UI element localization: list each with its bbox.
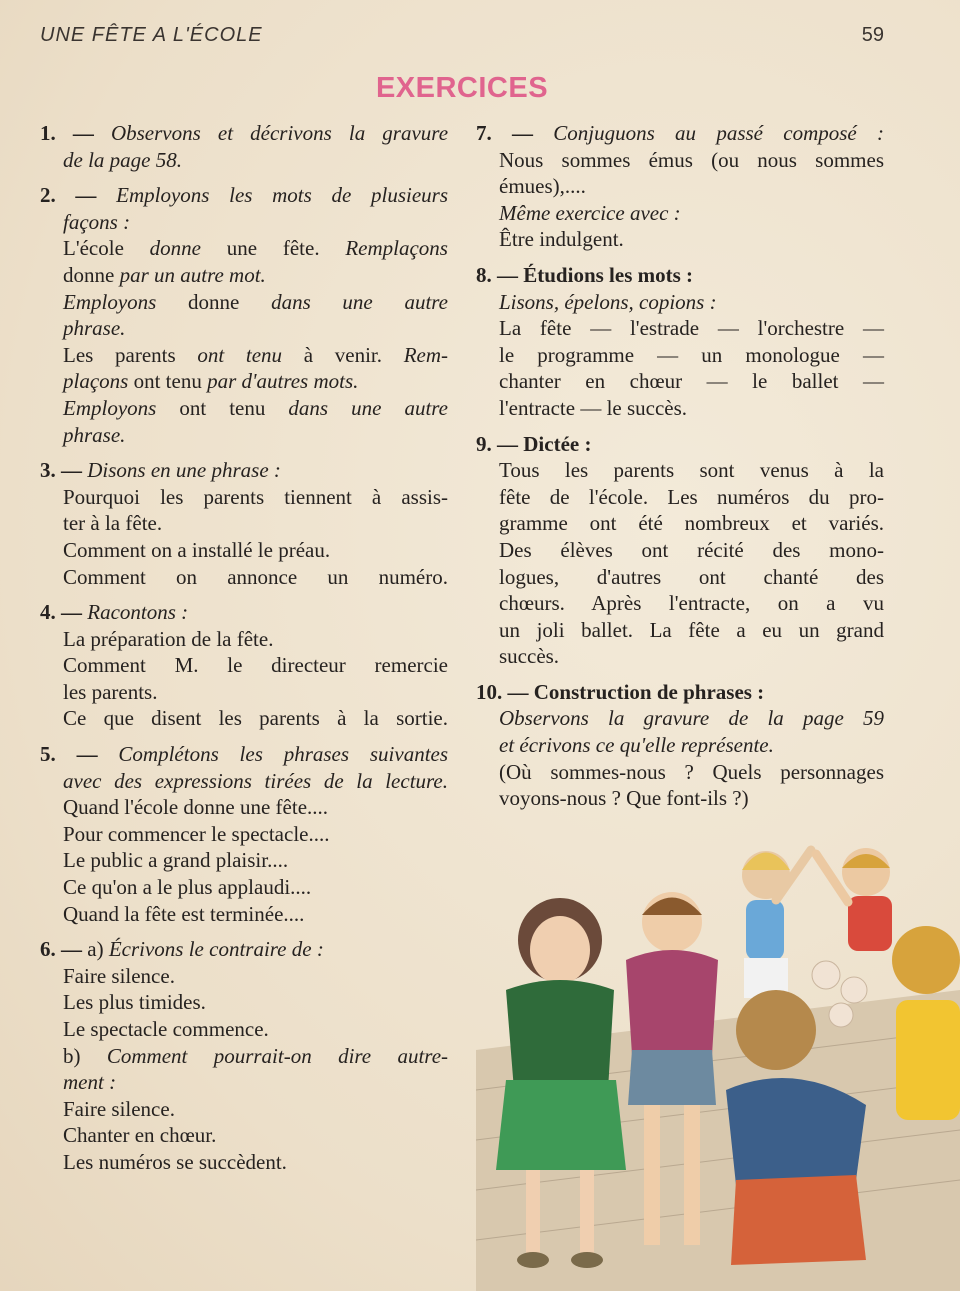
- exercise-number: 2. —: [40, 183, 97, 208]
- exercise-text: ter à la fête.: [63, 511, 163, 536]
- text-run: ont tenu: [197, 342, 283, 367]
- exercise-text: La fête — l'estrade — l'orchestre —: [499, 316, 884, 341]
- exercise-2: [40, 182, 448, 448]
- exercise-instruction: Racontons :: [87, 600, 189, 625]
- exercise-text: Le public a grand plaisir....: [63, 848, 289, 873]
- exercise-text: Quand la fête est terminée....: [63, 901, 305, 926]
- dictation-line: Des élèves ont récité des mono-: [499, 537, 884, 562]
- dictation-line: succès.: [499, 644, 560, 669]
- text-run: a): [87, 937, 109, 962]
- exercise-text: Comment on annonce un numéro.: [63, 564, 448, 589]
- exercise-text: phrase.: [63, 422, 126, 447]
- exercise-text: (Où sommes-nous ? Quels personnages: [499, 759, 884, 784]
- text-run: Employons: [63, 395, 157, 420]
- exercise-text: chanter en chœur — le ballet —: [499, 369, 884, 394]
- exercise-text: Comment on a installé le préau.: [63, 537, 331, 562]
- section-title: EXERCICES: [375, 72, 549, 104]
- text-run: par d'autres mots.: [207, 369, 359, 394]
- exercise-text: Faire silence.: [63, 963, 175, 988]
- exercise-instruction: ment :: [63, 1070, 117, 1095]
- exercise-text: émues),....: [499, 174, 586, 199]
- exercise-9: [476, 431, 884, 670]
- exercise-text: Faire silence.: [63, 1096, 175, 1121]
- text-run: donne: [63, 262, 120, 287]
- exercise-heading: Étudions les mots :: [523, 262, 694, 287]
- dictation-line: chœurs. Après l'entracte, on a vu: [499, 591, 884, 616]
- text-run: à venir.: [282, 342, 404, 367]
- exercise-instruction: Observons et décrivons la gravure: [110, 121, 449, 145]
- exercise-instruction: façons :: [63, 209, 131, 234]
- text-run: dans une autre: [288, 395, 448, 420]
- exercise-heading: Dictée :: [523, 431, 592, 456]
- text-run: plaçons: [63, 369, 129, 394]
- dictation-line: gramme ont été nombreux et variés.: [499, 511, 884, 536]
- exercise-text: [40, 368, 448, 395]
- exercise-instruction: Observons la gravure de la page 59: [499, 706, 884, 731]
- exercise-number: 8. —: [476, 262, 518, 287]
- exercise-text: Chanter en chœur.: [63, 1123, 217, 1148]
- exercise-text: le programme — un monologue —: [499, 342, 884, 367]
- exercise-6: [40, 936, 448, 1175]
- text-run: dans une autre: [271, 289, 449, 314]
- dictation-line: fête de l'école. Les numéros du pro-: [499, 484, 884, 509]
- exercise-number: 6. —: [40, 937, 82, 962]
- exercise-text: phrase.: [63, 316, 126, 341]
- dancing-children-illustration: [476, 840, 960, 1291]
- exercise-instruction: et écrivons ce qu'elle représente.: [499, 733, 774, 758]
- text-run: L'école: [63, 236, 150, 261]
- exercise-text: Pourquoi les parents tiennent à assis-: [63, 484, 448, 509]
- exercise-number: 1. —: [40, 121, 94, 145]
- boy-red-shirt: [816, 848, 892, 951]
- exercise-instruction: avec des expressions tirées de la lecture.: [63, 768, 448, 793]
- exercise-number: 3. —: [40, 458, 82, 483]
- exercise-text: Les plus timides.: [63, 990, 206, 1015]
- exercise-heading: Construction de phrases :: [533, 679, 765, 704]
- exercise-text: Quand l'école donne une fête....: [63, 795, 329, 820]
- right-column: [476, 120, 884, 821]
- exercise-instruction: Conjuguons au passé composé :: [553, 121, 884, 145]
- exercise-text: La préparation de la fête.: [63, 626, 274, 651]
- exercise-instruction: de la page 58.: [63, 147, 182, 172]
- exercise-text: Les numéros se succèdent.: [63, 1149, 287, 1174]
- exercise-4: [40, 599, 448, 732]
- exercise-instruction: Écrivons le contraire de :: [108, 937, 324, 962]
- text-run: donne: [156, 289, 272, 314]
- exercise-text: les parents.: [63, 679, 158, 704]
- text-run: ont tenu: [128, 369, 208, 394]
- dictation-line: un joli ballet. La fête a eu un grand: [499, 617, 884, 642]
- exercise-number: 4. —: [40, 600, 82, 625]
- text-run: Remplaçons: [345, 236, 448, 261]
- text-run: Rem-: [403, 342, 448, 367]
- running-head: UNE FÊTE A L'ÉCOLE: [40, 24, 263, 46]
- dictation-line: logues, d'autres ont chanté des: [499, 564, 884, 589]
- exercise-5: [40, 741, 448, 927]
- exercise-text: [40, 235, 448, 262]
- exercise-text: Pour commencer le spectacle....: [63, 821, 330, 846]
- dictation-line: Tous les parents sont venus à la: [499, 458, 884, 483]
- boy-yellow-shirt: [892, 926, 960, 1120]
- text-run: donne: [149, 236, 201, 261]
- exercise-8: [476, 262, 884, 422]
- exercise-text: Être indulgent.: [499, 227, 624, 252]
- exercise-text: Comment M. le directeur remercie: [63, 653, 448, 678]
- text-run: b): [63, 1043, 107, 1068]
- left-column: [40, 120, 448, 1185]
- text-run: ont tenu: [156, 395, 289, 420]
- exercise-text: [40, 289, 448, 316]
- exercise-text: Ce que disent les parents à la sortie.: [63, 706, 448, 731]
- exercise-text: [40, 342, 448, 369]
- exercise-instruction: Comment pourrait-on dire autre-: [106, 1043, 449, 1068]
- girl-blue-dress: [742, 850, 811, 998]
- exercise-3: [40, 457, 448, 590]
- text-run: par un autre mot.: [119, 262, 266, 287]
- exercise-instruction: Disons en une phrase :: [87, 458, 281, 483]
- exercise-1: [40, 120, 448, 173]
- exercise-text: Le spectacle commence.: [63, 1017, 269, 1041]
- text-run: une fête.: [201, 236, 346, 261]
- exercise-text: [40, 395, 448, 422]
- exercise-text: [40, 262, 448, 289]
- text-run: Les parents: [63, 342, 198, 367]
- page-number: 59: [861, 24, 884, 46]
- exercise-10: [476, 679, 884, 812]
- exercise-text: [40, 1043, 448, 1070]
- exercise-number: 9. —: [476, 431, 518, 456]
- exercise-number: 7. —: [476, 121, 534, 145]
- exercise-number: 10. —: [476, 679, 529, 704]
- exercise-instruction: Employons les mots de plusieurs: [116, 183, 449, 208]
- exercise-text: Nous sommes émus (ou nous sommes: [499, 147, 884, 172]
- exercise-instruction: Même exercice avec :: [499, 200, 681, 225]
- exercise-instruction: Complétons les phrases suivantes: [118, 742, 449, 767]
- exercise-text: voyons-nous ? Que font-ils ?): [499, 786, 749, 811]
- exercise-text: l'entracte — le succès.: [499, 395, 688, 420]
- exercise-7: [476, 120, 884, 253]
- text-run: Employons: [63, 289, 157, 314]
- exercise-text: Ce qu'on a le plus applaudi....: [63, 875, 312, 900]
- exercise-instruction: Lisons, épelons, copions :: [499, 289, 717, 314]
- exercise-number: 5. —: [40, 742, 98, 767]
